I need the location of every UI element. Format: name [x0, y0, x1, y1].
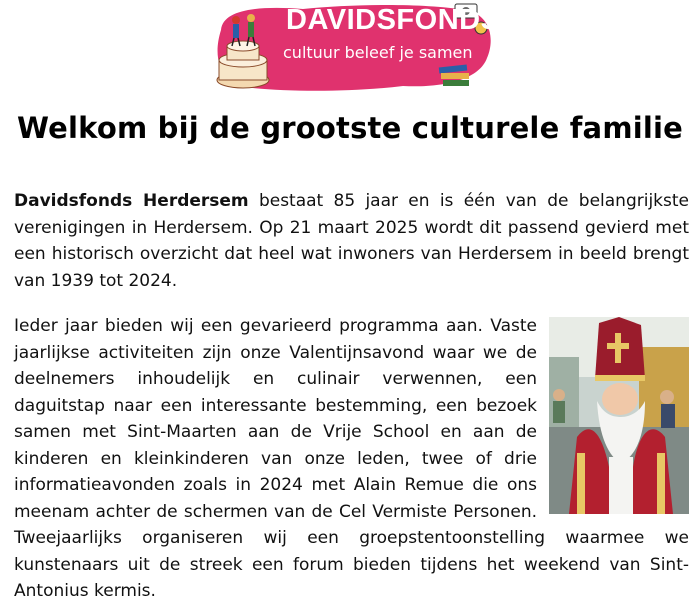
program-paragraph: [14, 313, 689, 605]
intro-bold-name: Davidsfonds Herdersem: [14, 191, 249, 211]
davidsfonds-logo[interactable]: [203, 0, 499, 96]
intro-paragraph: [14, 188, 689, 294]
logo-wordmark: DAVIDSFONDS: [286, 4, 501, 36]
logo-tagline: cultuur beleef je samen: [283, 43, 473, 62]
program-text: Ieder jaar bieden wij een gevarieerd programma aan. Vaste jaarlijkse activiteiten zijn onze Valentijnsavond waar we de deelnemers inhoudelijk en culinair verwennen, een daguitstap naar een interessante bestemming, een bezoek samen met Sint-Maarten aan de Vrije School en aan de kinderen en kleinkinderen van onze leden, twee of drie informatieavonden zoals in 2024 met Alain Remue die ons meenam achter de schermen van de Cel Vermiste Personen. Tweejaarlijks organiseren wij een groepstentoonstelling waarmee we kunstenaars uit de streek een forum bieden tijdens het weekend van Sint-Antonius kermis.: [14, 316, 689, 601]
page-title: Welkom bij de grootste culturele familie: [16, 111, 684, 145]
saint-figure-photo: [549, 317, 689, 514]
intro-text: bestaat 85 jaar en is één van de belangrijkste verenigingen in Herdersem. Op 21 maart 2025 wordt dit passend gevierd met een historisch overzicht dat heel wat inwoners van Herdersem in beeld brengt van 1939 tot 2024.: [14, 191, 690, 291]
